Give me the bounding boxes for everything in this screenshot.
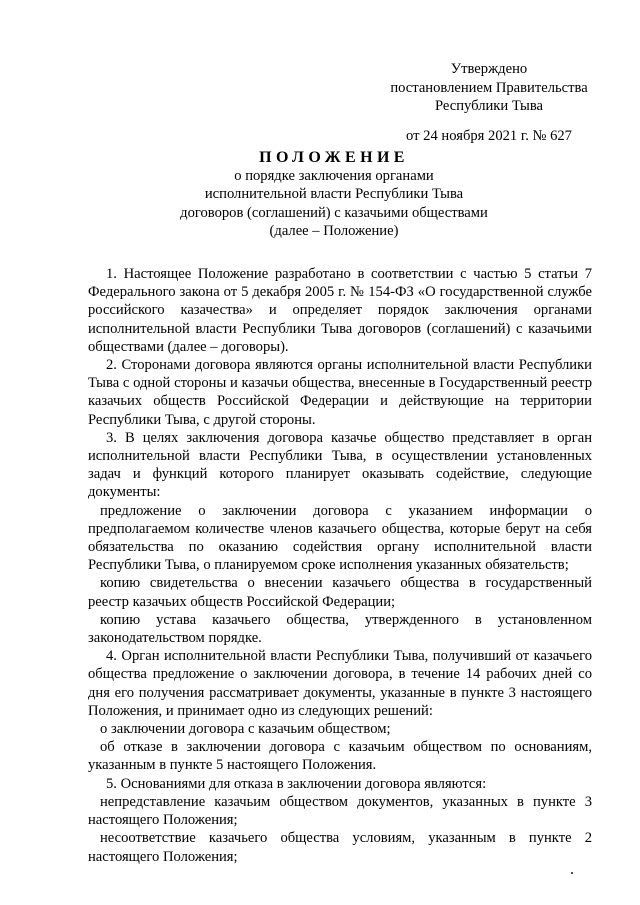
document-subtitle [80, 167, 588, 241]
approval-stamp [384, 60, 594, 116]
subtitle-line-3: договоров (соглашений) с казачьими обществами [180, 204, 488, 221]
document-title: ПОЛОЖЕНИЕ [259, 149, 409, 166]
paragraph-5-item-1: непредставление казачьим обществом документов, указанных в пункте 3 настоящего Положения; [88, 793, 592, 829]
approval-date: от 24 ноября 2021 г. № 627 [406, 128, 572, 144]
page-mark [571, 872, 573, 874]
paragraph-3-item-2: копию свидетельства о внесении казачьего общества в государственный реестр казачьих обществ Российской Федерации; [88, 575, 592, 610]
subtitle-line-1: о порядке заключения органами [234, 168, 434, 184]
paragraph-5-item-2: несоответствие казачьего общества условиям, указанным в пункте 2 настоящего Положения; [88, 830, 592, 865]
subtitle-line-4: (далее – Положение) [269, 223, 399, 240]
approval-line-3: Республики Тыва [434, 98, 544, 114]
document-body [88, 265, 592, 866]
paragraph-3: 3. В целях заключения договора казачье общество представляет в орган исполнительной власти Республики Тыва, в осуществлении установленных задач и функций которого планирует оказывать содействие, следующие документы: [88, 429, 592, 501]
subtitle-line-2: исполнительной власти Республики Тыва [204, 186, 464, 203]
paragraph-5: 5. Основаниями для отказа в заключении договора являются: [106, 775, 487, 792]
paragraph-2: 2. Сторонами договора являются органы исполнительной власти Республики Тыва с одной стороны и казачьи общества, внесенные в Государственный реестр казачьих обществ Российской Федерации и действующие на территории Республики Тыва, с другой стороны. [88, 357, 592, 428]
approval-line-2: постановлением Правительства [390, 79, 588, 96]
paragraph-3-item-1: предложение о заключении договора с указанием информации о предполагаемом количестве членов казачьего общества, которые берут на себя обязательства по оказанию содействия органу исполнительной власти Республики Тыва, о планируемом сроке исполнения указанных обязательств; [88, 502, 592, 574]
paragraph-4-item-2: об отказе в заключении договора с казачьим обществом по основаниям, указанным в пункте 5 настоящего Положения. [88, 739, 592, 774]
paragraph-3-item-3: копию устава казачьего общества, утвержденного в установленном законодательством порядке. [88, 611, 592, 647]
paragraph-4-item-1: о заключении договора с казачьим обществом; [100, 721, 391, 738]
paragraph-4: 4. Орган исполнительной власти Республики Тыва, получивший от казачьего общества предложение о заключении договора, в течение 14 рабочих дней со дня его получения рассматривает документы, указанные в пункте 3 настоящего Положения, и принимает одно из следующих решений: [88, 648, 592, 719]
paragraph-1: 1. Настоящее Положение разработано в соответствии с частью 5 статьи 7 Федерального закона от 5 декабря 2005 г. № 154-ФЗ «О государственной службе российского казачества» и определяет порядок заключения органами исполнительной власти Республики Тыва договоров (соглашений) с казачьими обществами (далее – договоры). [88, 266, 592, 355]
approval-line-1: Утверждено [450, 61, 528, 77]
